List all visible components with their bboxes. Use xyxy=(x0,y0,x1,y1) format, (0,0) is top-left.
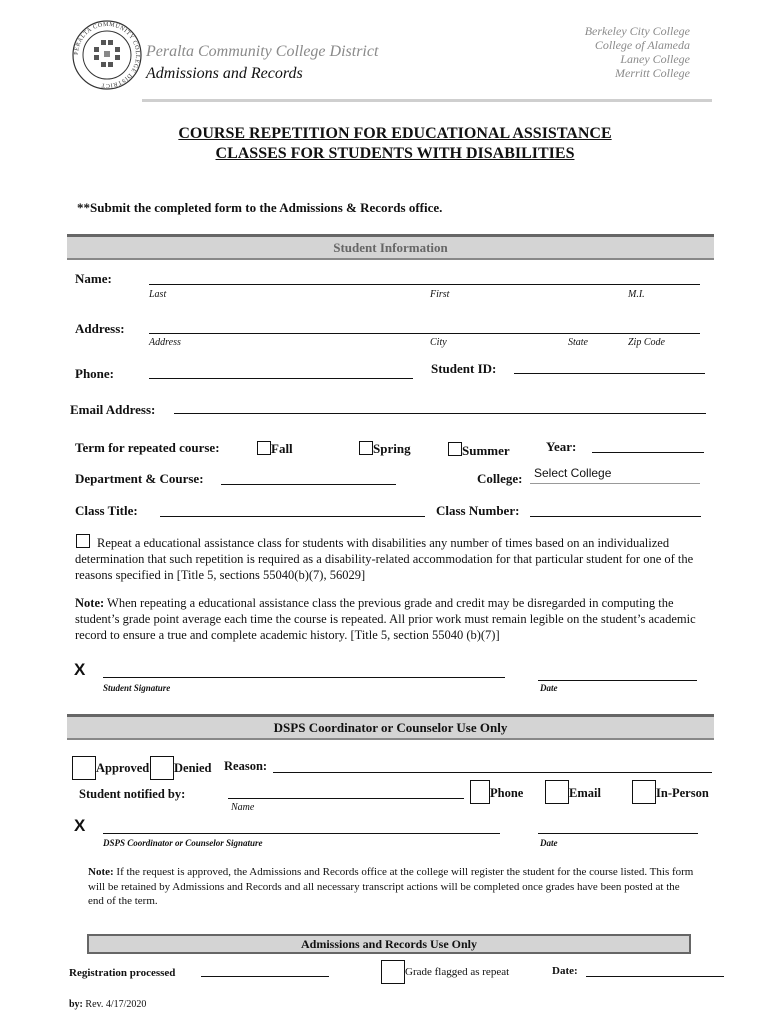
notified-label: Student notified by: xyxy=(79,787,186,801)
inperson-method-label: In-Person xyxy=(656,786,709,800)
dsps-signature-field[interactable] xyxy=(103,833,500,834)
college-select-value: Select College xyxy=(534,466,612,480)
seal-text: PERALTA COMMUNITY COLLEGE DISTRICT xyxy=(73,21,141,89)
phone-method-label: Phone xyxy=(490,786,524,800)
class-title-label: Class Title: xyxy=(75,503,138,518)
address-city-sub: City xyxy=(430,337,447,348)
grade-flag-label: Grade flagged as repeat xyxy=(405,966,510,978)
note-repeat-grade xyxy=(75,595,703,643)
inperson-method-checkbox[interactable] xyxy=(632,780,656,804)
denied-label: Denied xyxy=(174,761,212,775)
student-signature-x: X xyxy=(74,660,86,679)
reason-field[interactable] xyxy=(273,772,712,773)
class-title-field[interactable] xyxy=(160,516,425,517)
fall-checkbox[interactable] xyxy=(257,441,271,455)
college-berkeley: Berkeley City College xyxy=(584,24,690,38)
college-merritt: Merritt College xyxy=(615,66,690,80)
class-number-label: Class Number: xyxy=(436,503,520,518)
student-date-field[interactable] xyxy=(538,680,697,681)
approved-label: Approved xyxy=(96,761,150,775)
email-label: Email Address: xyxy=(70,402,156,417)
note-approved-text: If the request is approved, the Admissions and Records office at the college will register the student for the course listed. This form will be retained by Admissions and Records and all necessary transcript actions will be completed once grades have been posted at the end of the term. xyxy=(88,866,694,907)
year-field[interactable] xyxy=(592,452,704,453)
note-approved xyxy=(88,865,698,909)
revision-date: Rev. 4/17/2020 xyxy=(85,999,147,1010)
name-last-sub: Last xyxy=(149,289,167,300)
dsps-signature-label: DSPS Coordinator or Counselor Signature xyxy=(103,838,263,848)
phone-field[interactable] xyxy=(149,378,413,379)
registration-field[interactable] xyxy=(201,976,329,977)
student-info-header: Student Information xyxy=(67,234,714,260)
address-field[interactable] xyxy=(149,333,700,334)
fall-label: Fall xyxy=(271,441,293,456)
term-label: Term for repeated course: xyxy=(75,440,220,455)
college-alameda: College of Alameda xyxy=(594,38,690,52)
name-first-sub: First xyxy=(430,289,450,300)
denied-checkbox[interactable] xyxy=(150,756,174,780)
submit-instruction: **Submit the completed form to the Admissions & Records office. xyxy=(77,200,443,215)
name-mi-sub: M.I. xyxy=(628,289,645,300)
form-title-line1: COURSE REPETITION FOR EDUCATIONAL ASSISTANCE xyxy=(178,125,612,142)
college-laney: Laney College xyxy=(620,52,690,66)
note-repeat-grade-text: When repeating a educational assistance class the previous grade and credit may be disregarded in computing the student’s grade point average each time the course is repeated. All prior work must remain legible on the student’s academic record to ensure a true and complete academic history. [Title 5, section 55040 (b)(7)] xyxy=(75,596,696,642)
note-approved-label: Note: xyxy=(88,866,114,878)
ar-date-label: Date: xyxy=(552,965,578,977)
dsps-signature-x: X xyxy=(74,816,86,835)
student-id-field[interactable] xyxy=(514,373,705,374)
email-method-checkbox[interactable] xyxy=(545,780,569,804)
phone-label: Phone: xyxy=(75,366,114,381)
phone-method-checkbox[interactable] xyxy=(470,780,490,804)
student-signature-field[interactable] xyxy=(103,677,505,678)
dsps-date-field[interactable] xyxy=(538,833,698,834)
by-label: by: xyxy=(69,999,83,1010)
registration-label: Registration processed xyxy=(69,967,176,979)
college-select[interactable] xyxy=(530,463,700,484)
spring-checkbox[interactable] xyxy=(359,441,373,455)
ar-date-field[interactable] xyxy=(586,976,724,977)
district-name: Peralta Community College District xyxy=(146,43,379,60)
reason-label: Reason: xyxy=(224,759,268,773)
name-label: Name: xyxy=(75,271,112,286)
ar-header: Admissions and Records Use Only xyxy=(87,934,691,954)
office-name: Admissions and Records xyxy=(146,65,303,82)
district-seal xyxy=(70,18,144,92)
college-label: College: xyxy=(477,471,523,486)
spring-label: Spring xyxy=(373,441,411,456)
department-label: Department & Course: xyxy=(75,471,204,486)
form-title-line2: CLASSES FOR STUDENTS WITH DISABILITIES xyxy=(215,145,575,162)
notified-name-sub: Name xyxy=(231,802,255,813)
year-label: Year: xyxy=(546,439,577,454)
header-rule xyxy=(142,99,712,102)
name-field[interactable] xyxy=(149,284,700,285)
repeat-statement xyxy=(75,535,695,583)
class-number-field[interactable] xyxy=(530,516,701,517)
footer-by xyxy=(69,999,146,1010)
dsps-header: DSPS Coordinator or Counselor Use Only xyxy=(67,714,714,740)
email-field[interactable] xyxy=(174,413,706,414)
student-id-label: Student ID: xyxy=(431,361,497,376)
department-field[interactable] xyxy=(221,484,396,485)
address-zip-sub: Zip Code xyxy=(628,337,665,348)
approved-checkbox[interactable] xyxy=(72,756,96,780)
note-repeat-grade-label: Note: xyxy=(75,596,105,610)
address-label: Address: xyxy=(75,321,125,336)
dsps-date-label: Date xyxy=(540,838,558,848)
address-state-sub: State xyxy=(568,337,588,348)
notified-name-field[interactable] xyxy=(228,798,464,799)
address-address-sub: Address xyxy=(149,337,181,348)
email-method-label: Email xyxy=(569,786,601,800)
student-signature-label: Student Signature xyxy=(103,683,171,693)
repeat-statement-text: Repeat a educational assistance class for students with disabilities any number of times based on an individualized determination that such repetition is required as a disability-related accommodation for that particular student for one of the reasons specified in [Title 5, sections 55040(b)(7), 56029] xyxy=(75,536,694,582)
summer-label: Summer xyxy=(462,443,510,458)
grade-flag-checkbox[interactable] xyxy=(381,960,405,984)
summer-checkbox[interactable] xyxy=(448,442,462,456)
student-date-label: Date xyxy=(540,683,558,693)
form-title xyxy=(0,124,770,164)
college-list xyxy=(585,24,690,80)
